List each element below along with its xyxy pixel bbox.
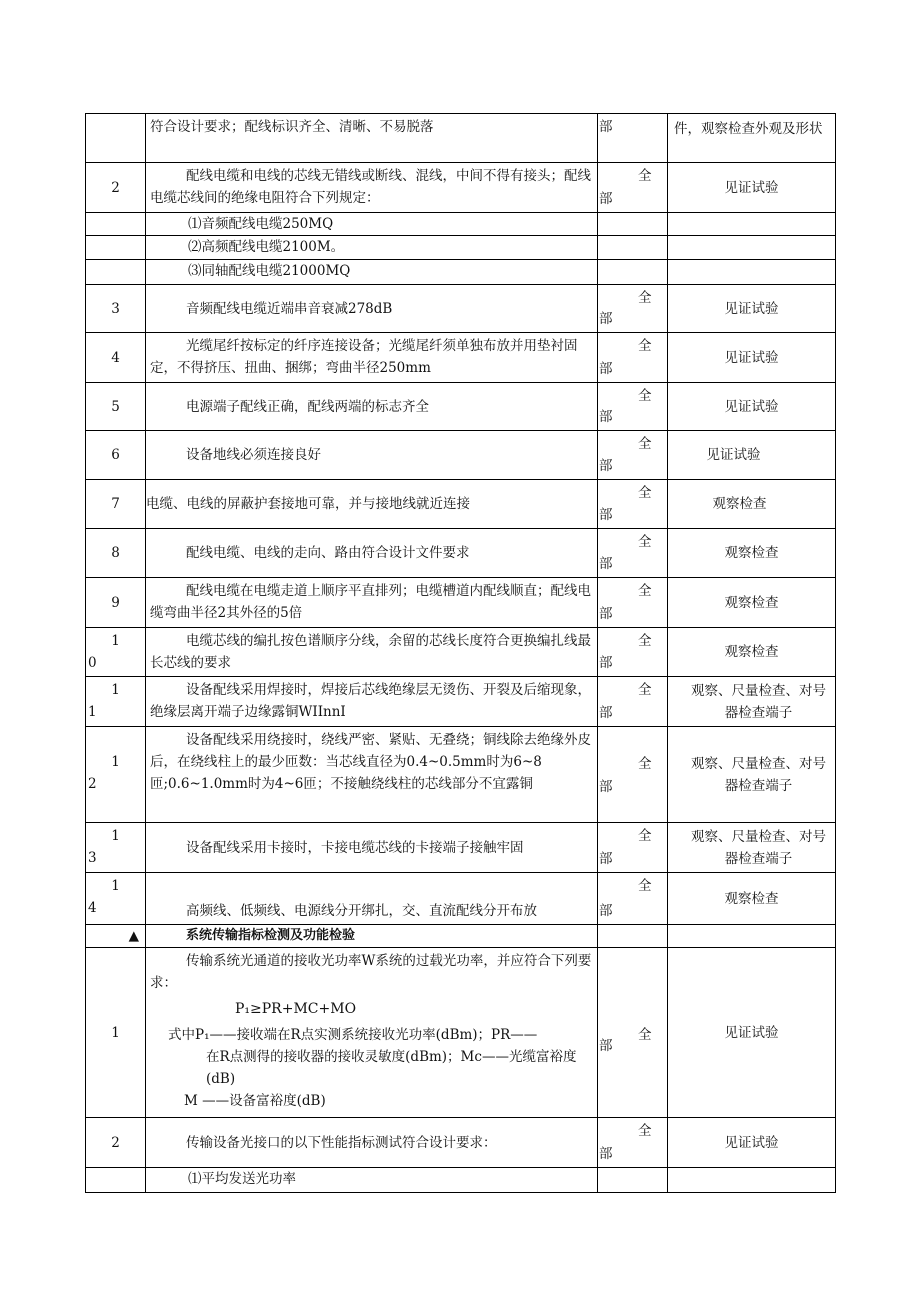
item-requirement — [146, 260, 598, 285]
scope-bottom: 部 — [599, 361, 613, 377]
table-row — [86, 873, 836, 925]
scope-top: 全 — [638, 290, 652, 306]
method-text: 见证试验 — [724, 1024, 779, 1041]
table-row — [86, 213, 836, 236]
inspection-scope — [598, 163, 668, 213]
table-row — [86, 578, 836, 628]
requirement-text: ⑶同轴配线电缆21000MQ — [188, 263, 351, 279]
inspection-method — [668, 628, 836, 677]
item-number-text: 4 — [111, 349, 120, 366]
scope-top: 全 — [638, 828, 652, 844]
scope-bottom: 部 — [599, 903, 613, 919]
method-text: 观察、尺量检查、对号器检查端子 — [691, 682, 826, 721]
method-text: 见证试验 — [724, 300, 779, 317]
requirement-text: 配线电缆和电线的芯线无错线或断线、混线，中间不得有接头；配线电缆芯线间的绝缘电阻符合下列规定： — [150, 168, 591, 206]
table-row — [86, 1168, 836, 1193]
item-number — [86, 431, 146, 480]
inspection-method — [668, 285, 836, 333]
item-number — [86, 236, 146, 260]
table-row — [86, 163, 836, 213]
item-requirement — [146, 529, 598, 578]
item-number — [86, 677, 146, 727]
item-number-text: 6 — [111, 447, 120, 463]
inspection-scope — [598, 628, 668, 677]
method-text: 观察检查 — [724, 545, 779, 561]
scope-top: 全 — [638, 583, 652, 599]
inspection-method — [668, 925, 836, 948]
table-row — [86, 823, 836, 873]
item-number — [86, 1168, 146, 1193]
section-marker — [86, 925, 146, 948]
inspection-scope — [598, 213, 668, 236]
table-row — [86, 925, 836, 948]
inspection-scope — [598, 823, 668, 873]
requirement-text: ⑵高频配线电缆2100M。 — [188, 239, 345, 255]
item-requirement — [146, 163, 598, 213]
item-requirement — [146, 114, 598, 163]
inspection-method — [668, 114, 836, 163]
item-number-part: 1 — [111, 682, 120, 698]
scope-bottom: 部 — [599, 191, 613, 207]
inspection-method — [668, 260, 836, 285]
requirement-text: 电缆、电线的屏蔽护套接地可靠，并与接地线就近连接 — [146, 496, 470, 512]
inspection-method — [668, 383, 836, 431]
item-requirement — [146, 285, 598, 333]
requirement-text: 设备配线采用卡接时，卡接电缆芯线的卡接端子接触牢固 — [186, 839, 524, 856]
method-text: 观察检查 — [724, 594, 779, 611]
scope-bottom: 部 — [599, 458, 613, 474]
item-requirement — [146, 383, 598, 431]
scope-bottom: 部 — [599, 119, 613, 135]
scope-bottom: 部 — [599, 655, 613, 671]
item-requirement — [146, 727, 598, 823]
item-number-part: 1 — [88, 704, 97, 720]
requirement-text: ⑴平均发送光功率 — [188, 1171, 296, 1187]
method-text: 见证试验 — [724, 179, 779, 196]
inspection-method — [668, 677, 836, 727]
scope-top: 全 — [638, 682, 652, 698]
scope-top: 全 — [638, 388, 652, 404]
method-text: 见证试验 — [724, 398, 779, 415]
scope-top: 全 — [638, 878, 652, 894]
scope-top: 全 — [638, 633, 652, 649]
requirement-text: 设备地线必须连接良好 — [186, 447, 321, 463]
requirement-text: 符合设计要求；配线标识齐全、清晰、不易脱落 — [150, 119, 434, 135]
table-row — [86, 333, 836, 383]
scope-bottom: 部 — [599, 606, 613, 622]
method-text: 观察检查 — [712, 496, 767, 512]
item-number-text: 3 — [111, 300, 120, 317]
item-requirement — [146, 480, 598, 529]
inspection-method — [668, 236, 836, 260]
scope-top: 全 — [638, 1027, 652, 1043]
item-number — [86, 285, 146, 333]
scope-bottom: 部 — [599, 851, 613, 867]
scope-top: 全 — [638, 485, 652, 501]
inspection-method — [668, 873, 836, 925]
requirement-text: 设备配线采用焊接时，焊接后芯线绝缘层无烫伤、开裂及后缩现象，绝缘层离开端子边缘露铜WIInnI — [150, 682, 591, 720]
inspection-method — [668, 431, 836, 480]
item-requirement — [146, 333, 598, 383]
method-text: 见证试验 — [724, 1134, 779, 1151]
requirement-text: 设备配线采用绕接时，绕线严密、紧贴、无叠绕；铜线除去绝缘外皮后，在绕线柱上的最少匝数：当芯线直径为0.4~0.5mm时为6~8匝;0.6~1.0mm时为4~6匝；不接触绕线柱的芯线部分不宜露铜 — [150, 732, 591, 792]
requirement-text: 配线电缆、电线的走向、路由符合设计文件要求 — [186, 545, 470, 561]
inspection-method — [668, 727, 836, 823]
item-requirement — [146, 873, 598, 925]
item-number — [86, 333, 146, 383]
item-number — [86, 213, 146, 236]
requirement-text: 配线电缆在电缆走道上顺序平直排列；电缆槽道内配线顺直；配线电缆弯曲半径2其外径的5倍 — [150, 583, 591, 621]
inspection-scope — [598, 727, 668, 823]
formula: P₁≥PR+MC+MO — [235, 1001, 357, 1017]
scope-bottom: 部 — [599, 779, 613, 795]
inspection-method — [668, 529, 836, 578]
scope-bottom: 部 — [599, 705, 613, 721]
item-number — [86, 578, 146, 628]
requirement-text: 传输系统光通道的接收光功率W系统的过载光功率，并应符合下列要求： — [150, 953, 592, 991]
requirement-text: 电缆芯线的编扎按色谱顺序分线，余留的芯线长度符合更换编扎线最长芯线的要求 — [150, 633, 591, 671]
table-row — [86, 677, 836, 727]
scope-top: 全 — [638, 1123, 652, 1139]
method-text: 观察、尺量检查、对号器检查端子 — [691, 828, 826, 867]
inspection-scope — [598, 925, 668, 948]
inspection-table — [85, 113, 836, 1193]
formula-explanation: 式中P₁——接收端在R点实测系统接收光功率(dBm)；PR—— — [168, 1027, 538, 1043]
item-number-text: 7 — [111, 496, 120, 512]
inspection-method — [668, 823, 836, 873]
item-requirement — [146, 1118, 598, 1168]
item-number-part: 1 — [111, 633, 120, 649]
inspection-method — [668, 480, 836, 529]
table-row — [86, 529, 836, 578]
method-text: 见证试验 — [706, 447, 761, 463]
item-number-text: 1 — [111, 1024, 120, 1041]
item-number — [86, 873, 146, 925]
formula-explanation: M ——设备富裕度(dB) — [184, 1093, 326, 1109]
inspection-scope — [598, 1168, 668, 1193]
table-row — [86, 431, 836, 480]
inspection-method — [668, 333, 836, 383]
scope-bottom: 部 — [599, 1038, 613, 1054]
inspection-method — [668, 948, 836, 1118]
item-requirement — [146, 578, 598, 628]
inspection-method — [668, 163, 836, 213]
table-row — [86, 383, 836, 431]
item-number — [86, 480, 146, 529]
inspection-scope — [598, 480, 668, 529]
item-number-text: 2 — [111, 179, 120, 196]
table-row — [86, 628, 836, 677]
item-number — [86, 529, 146, 578]
section-title-text: 系统传输指标检测及功能检验 — [186, 928, 356, 943]
item-number-text: 2 — [111, 1134, 120, 1151]
item-number — [86, 727, 146, 823]
inspection-scope — [598, 383, 668, 431]
scope-top: 全 — [638, 756, 652, 772]
inspection-method — [668, 1168, 836, 1193]
item-number — [86, 628, 146, 677]
table-row — [86, 260, 836, 285]
item-number — [86, 163, 146, 213]
table-row — [86, 114, 836, 163]
section-title — [146, 925, 598, 948]
requirement-text: 音频配线电缆近端串音衰减278dB — [186, 300, 393, 317]
requirement-text: 光缆尾纤按标定的纤序连接设备；光缆尾纤须单独布放并用垫衬固定，不得挤压、扭曲、捆绑；弯曲半径250mm — [150, 338, 578, 376]
item-number-part: 3 — [88, 850, 97, 866]
item-number-part: 0 — [88, 655, 97, 671]
item-requirement — [146, 213, 598, 236]
table-row — [86, 480, 836, 529]
item-number-part: 1 — [111, 754, 120, 770]
inspection-scope — [598, 260, 668, 285]
item-number-part: 1 — [111, 828, 120, 844]
item-requirement — [146, 677, 598, 727]
inspection-scope — [598, 873, 668, 925]
requirement-text: 电源端子配线正确，配线两端的标志齐全 — [186, 398, 429, 415]
method-text: 观察、尺量检查、对号器检查端子 — [691, 755, 826, 794]
scope-bottom: 部 — [599, 507, 613, 523]
item-number-text: 5 — [111, 398, 120, 415]
inspection-scope — [598, 677, 668, 727]
item-requirement — [146, 236, 598, 260]
requirement-text: ⑴音频配线电缆250MQ — [188, 216, 334, 232]
item-number — [86, 383, 146, 431]
scope-bottom: 部 — [599, 311, 613, 327]
table-row — [86, 236, 836, 260]
scope-top: 全 — [638, 168, 652, 184]
item-number — [86, 114, 146, 163]
method-text: 观察检查 — [724, 890, 779, 907]
inspection-scope — [598, 529, 668, 578]
requirement-text: 高频线、低频线、电源线分开绑扎，交、直流配线分开布放 — [186, 903, 537, 919]
item-requirement — [146, 823, 598, 873]
inspection-method — [668, 578, 836, 628]
scope-bottom: 部 — [599, 556, 613, 572]
scope-bottom: 部 — [599, 409, 613, 425]
inspection-scope — [598, 1118, 668, 1168]
formula-explanation: 在R点测得的接收器的接收灵敏度(dBm)；Mc——光缆富裕度(dB) — [206, 1049, 577, 1087]
inspection-scope — [598, 948, 668, 1118]
table-row — [86, 285, 836, 333]
item-number-part: 4 — [88, 900, 97, 916]
item-requirement — [146, 948, 598, 1118]
item-number-part: 2 — [88, 776, 97, 792]
inspection-scope — [598, 236, 668, 260]
section-marker-text: ▲ — [128, 928, 139, 944]
item-number-part: 1 — [111, 878, 120, 894]
inspection-scope — [598, 114, 668, 163]
method-text: 观察检查 — [724, 644, 779, 660]
method-text: 件，观察检查外观及形状 — [674, 121, 823, 137]
scope-top: 全 — [638, 338, 652, 354]
item-number — [86, 823, 146, 873]
item-requirement — [146, 431, 598, 480]
item-number — [86, 1118, 146, 1168]
inspection-scope — [598, 431, 668, 480]
table-row — [86, 948, 836, 1118]
inspection-method — [668, 213, 836, 236]
table-row — [86, 727, 836, 823]
requirement-text: 传输设备光接口的以下性能指标测试符合设计要求： — [186, 1134, 497, 1151]
item-number-text: 9 — [111, 594, 120, 611]
item-requirement — [146, 628, 598, 677]
scope-top: 全 — [638, 534, 652, 550]
table-row — [86, 1118, 836, 1168]
item-number-text: 8 — [111, 545, 120, 561]
scope-bottom: 部 — [599, 1146, 613, 1162]
inspection-method — [668, 1118, 836, 1168]
item-number — [86, 260, 146, 285]
method-text: 见证试验 — [724, 349, 779, 366]
inspection-scope — [598, 285, 668, 333]
item-requirement — [146, 1168, 598, 1193]
inspection-scope — [598, 578, 668, 628]
item-number — [86, 948, 146, 1118]
scope-top: 全 — [638, 436, 652, 452]
inspection-scope — [598, 333, 668, 383]
